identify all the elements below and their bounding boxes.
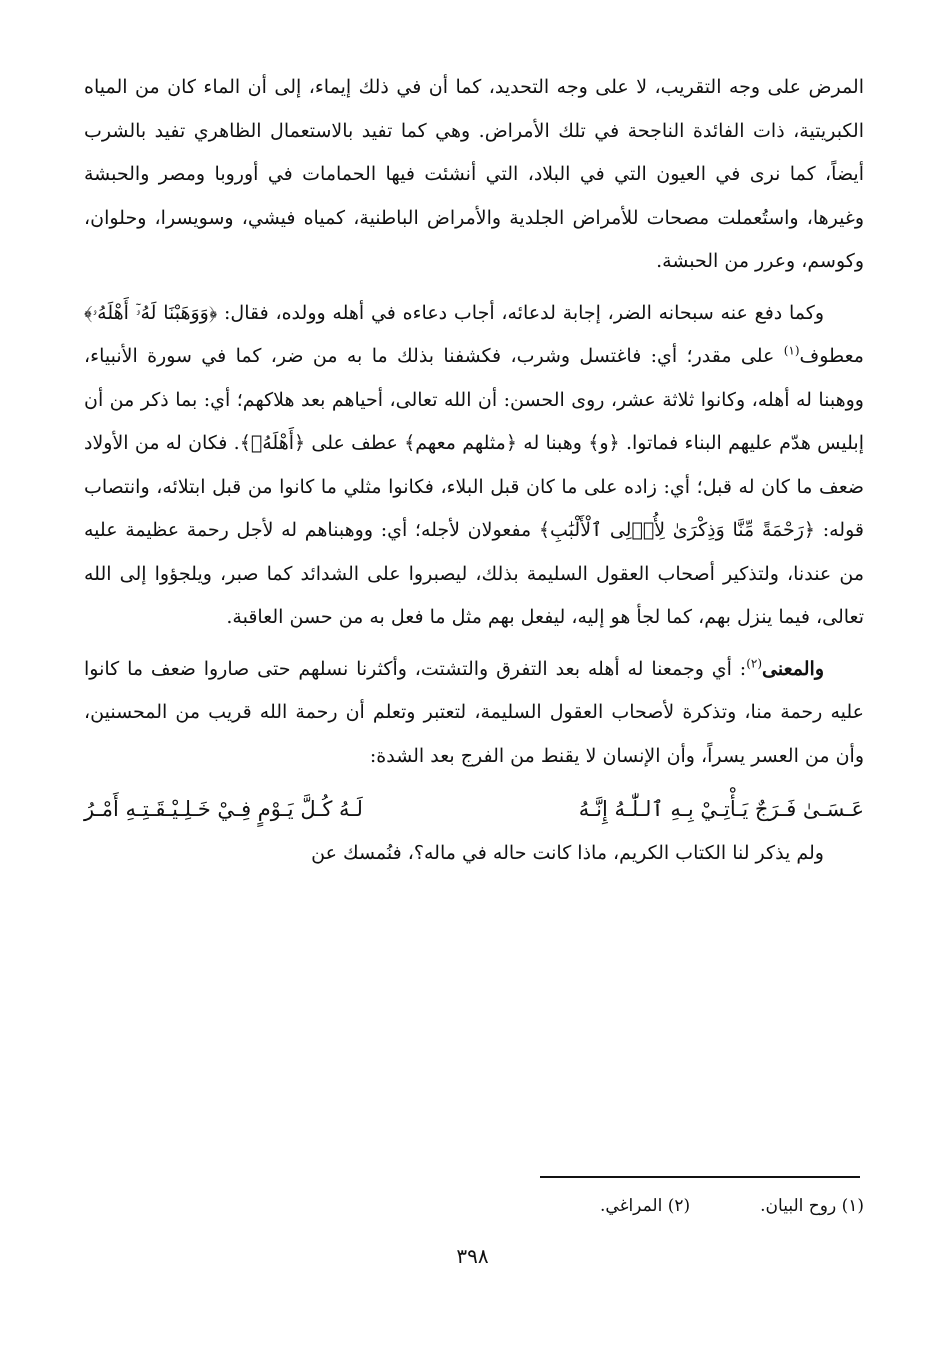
paragraph-3 [84,648,864,779]
closing-line [84,832,864,876]
verse-second-hemistich: لَـهُ كُـلَّ يَـوْمٍ فِـيْ خَـلِـيْـقَـتِـهِ أَمْـرُ [84,797,363,821]
paragraph-1 [84,66,864,284]
footnote-ref-2[interactable]: (٢) [746,656,763,671]
verse-first-hemistich: عَـسَـىٰ فَـرَجٌ يَـأْتِـيْ بِـهِ ٱلـلّٰـهُ إِنَّـهُ [578,797,864,821]
paragraph-3-lead: والمعنى [762,657,824,680]
main-text [84,66,864,876]
footnote-divider [540,1176,860,1178]
paragraph-2-text-a: وكما دفع عنه سبحانه الضر، إجابة لدعائه، أجاب دعاءه في أهله وولده، فقال: ﴿وَوَهَبْنَا لَهُۥٓ أَهْلَهُۥ﴾ معطوف [84,301,864,367]
footnote-1-marker: (١) [841,1196,864,1216]
poetry-verse [84,786,864,832]
paragraph-2-text-b: على مقدر؛ أي: فاغتسل وشرب، فكشفنا بذلك ما به من ضر، كما في سورة الأنبياء، ووهبنا له أهله، وكانوا ثلاثة عشر، روى الحسن: أن الله تعالى، أحياهم بعد هلاكهم؛ أي: بما ذكر من أن إبليس هدّم عليهم البناء فماتوا. ﴿و﴾ وهبنا له ﴿مثلهم معهم﴾ عطف على ﴿أَهْلَهُۥ﴾. فكان له من الأولاد ضعف ما كان له قبل؛ أي: زاده على ما كان قبل البلاء، فكانوا مثلي ما كانوا من قبل ابتلائه، وانتصاب قوله: ﴿رَحْمَةً مِّنَّا وَذِكْرَىٰ لِأُو۟لِى ٱلْأَلْبَٰبِ﴾ مفعولان لأجله؛ أي: ووهبناهم له لأجل رحمة عظيمة عليه من عندنا، ولتذكير أصحاب العقول السليمة بذلك، ليصبروا على الشدائد كما صبر، ويلجؤوا إلى الله تعالى، فيما ينزل بهم، كما لجأ هو إليه، ليفعل بهم مثل ما فعل به من حسن العاقبة. [84,345,864,628]
paragraph-1-text: المرض على وجه التقريب، لا على وجه التحديد، كما أن في ذلك إيماء، إلى أن الماء كان من المياه الكبريتية، ذات الفائدة الناجحة في تلك الأمراض. وهي كما تفيد بالاستعمال الظاهري تفيد بالشرب أيضاً، كما نرى في العيون التي في البلاد، التي أنشئت فيها الحمامات في أوروبا ومصر والحبشة وغيرها، واستُعملت مصحات للأمراض الجلدية والأمراض الباطنية، كمياه فيشي، وسويسرا، وحلوان، وكوسم، وعرر من الحبشة. [84,76,864,272]
footnote-2 [600,1192,690,1220]
footnotes [300,1192,864,1220]
footnote-1-text: روح البيان. [760,1196,837,1216]
closing-line-text: ولم يذكر لنا الكتاب الكريم، ماذا كانت حاله في ماله؟، فنُمسك عن [311,842,824,864]
paragraph-2 [84,292,864,640]
footnote-ref-1[interactable]: (١) [783,343,800,358]
footnote-2-text: المراغي. [600,1196,663,1216]
footnote-2-marker: (٢) [667,1196,691,1216]
page-number: ٣٩٨ [456,1244,489,1268]
paragraph-3-text: : أي وجمعنا له أهله بعد التفرق والتشتت، وأكثرنا نسلهم حتى صاروا ضعف ما كانوا عليه رحمة منا، وتذكرة لأصحاب العقول السليمة، لتعتبر وتعلم أن رحمة الله قريب من المحسنين، وأن من العسر يسراً، وأن الإنسان لا يقنط من الفرج بعد الشدة: [84,657,864,767]
footnote-1 [760,1192,864,1220]
